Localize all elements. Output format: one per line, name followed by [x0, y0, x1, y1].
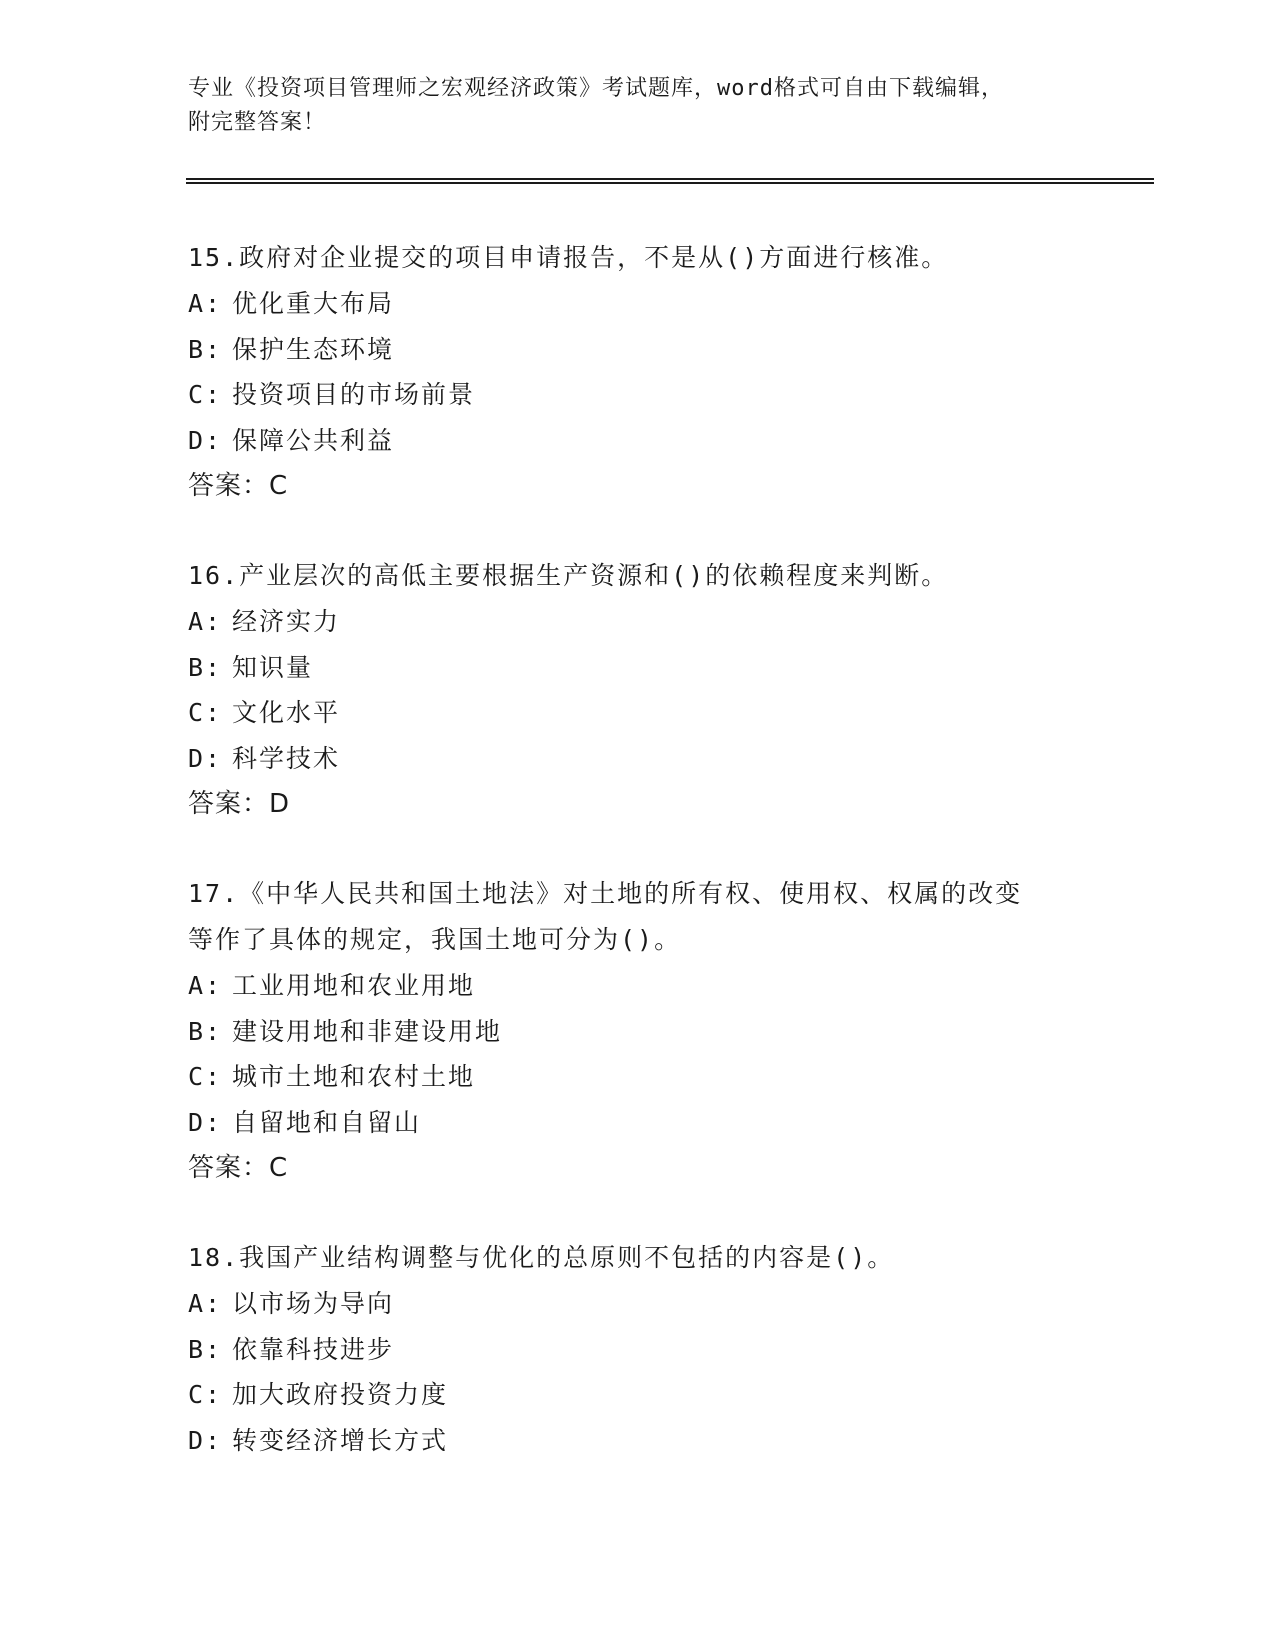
option-b	[188, 327, 1148, 373]
option-letter: D:	[188, 1107, 223, 1137]
option-letter: B:	[188, 1334, 223, 1364]
option-c	[188, 1054, 1148, 1100]
question-16	[188, 553, 1148, 827]
option-letter: D:	[188, 1425, 223, 1455]
option-text: 城市土地和农村土地	[232, 1062, 476, 1091]
option-letter: D:	[188, 425, 223, 455]
option-c	[188, 1372, 1148, 1418]
option-d	[188, 736, 1148, 782]
question-stem: 15.政府对企业提交的项目申请报告，不是从()方面进行核准。	[188, 243, 949, 272]
option-text: 保障公共利益	[232, 425, 395, 455]
option-letter: C:	[188, 1062, 223, 1091]
option-letter: A:	[188, 607, 223, 636]
option-text: 自留地和自留山	[232, 1107, 422, 1137]
option-d	[188, 1418, 1148, 1464]
question-17	[188, 871, 1148, 1191]
option-d	[188, 418, 1148, 464]
question-stem: 18.我国产业结构调整与优化的总原则不包括的内容是()。	[188, 1243, 895, 1272]
option-letter: D:	[188, 743, 223, 773]
option-b	[188, 1009, 1148, 1055]
question-stem: 17.《中华人民共和国土地法》对土地的所有权、使用权、权属的改变等作了具体的规定，我国土地可分为()。	[188, 879, 1023, 954]
answer-line: 答案：C	[188, 1153, 289, 1183]
document-header	[188, 72, 1088, 140]
header-line-1: 专业《投资项目管理师之宏观经济政策》考试题库，word格式可自由下载编辑，	[188, 76, 1004, 101]
option-b	[188, 645, 1148, 691]
option-a	[188, 599, 1148, 645]
option-a	[188, 963, 1148, 1009]
option-text: 加大政府投资力度	[232, 1380, 449, 1409]
option-c	[188, 372, 1148, 418]
option-a	[188, 281, 1148, 327]
option-letter: B:	[188, 334, 223, 364]
option-letter: A:	[188, 1289, 223, 1318]
option-text: 知识量	[232, 652, 314, 682]
option-text: 文化水平	[232, 698, 341, 727]
option-letter: C:	[188, 698, 223, 727]
option-letter: B:	[188, 652, 223, 682]
question-15	[188, 235, 1148, 509]
option-a	[188, 1281, 1148, 1327]
option-b	[188, 1327, 1148, 1373]
option-text: 投资项目的市场前景	[232, 380, 476, 409]
option-text: 保护生态环境	[232, 334, 395, 364]
option-letter: A:	[188, 289, 223, 318]
question-list	[188, 235, 1148, 1507]
option-text: 转变经济增长方式	[232, 1425, 449, 1455]
option-letter: C:	[188, 1380, 223, 1409]
option-text: 优化重大布局	[232, 289, 395, 318]
option-letter: A:	[188, 971, 223, 1000]
option-d	[188, 1100, 1148, 1146]
question-18	[188, 1235, 1148, 1463]
option-letter: B:	[188, 1016, 223, 1046]
answer-line: 答案：C	[188, 471, 289, 501]
option-text: 经济实力	[232, 607, 341, 636]
option-text: 建设用地和非建设用地	[232, 1016, 503, 1046]
header-line-2: 附完整答案！	[188, 110, 327, 135]
option-c	[188, 690, 1148, 736]
option-text: 以市场为导向	[232, 1289, 395, 1318]
answer-line: 答案：D	[188, 789, 291, 819]
question-stem: 16.产业层次的高低主要根据生产资源和()的依赖程度来判断。	[188, 561, 949, 590]
option-text: 科学技术	[232, 743, 341, 773]
option-text: 工业用地和农业用地	[232, 971, 476, 1000]
option-text: 依靠科技进步	[232, 1334, 395, 1364]
option-letter: C:	[188, 380, 223, 409]
header-divider	[186, 178, 1154, 184]
